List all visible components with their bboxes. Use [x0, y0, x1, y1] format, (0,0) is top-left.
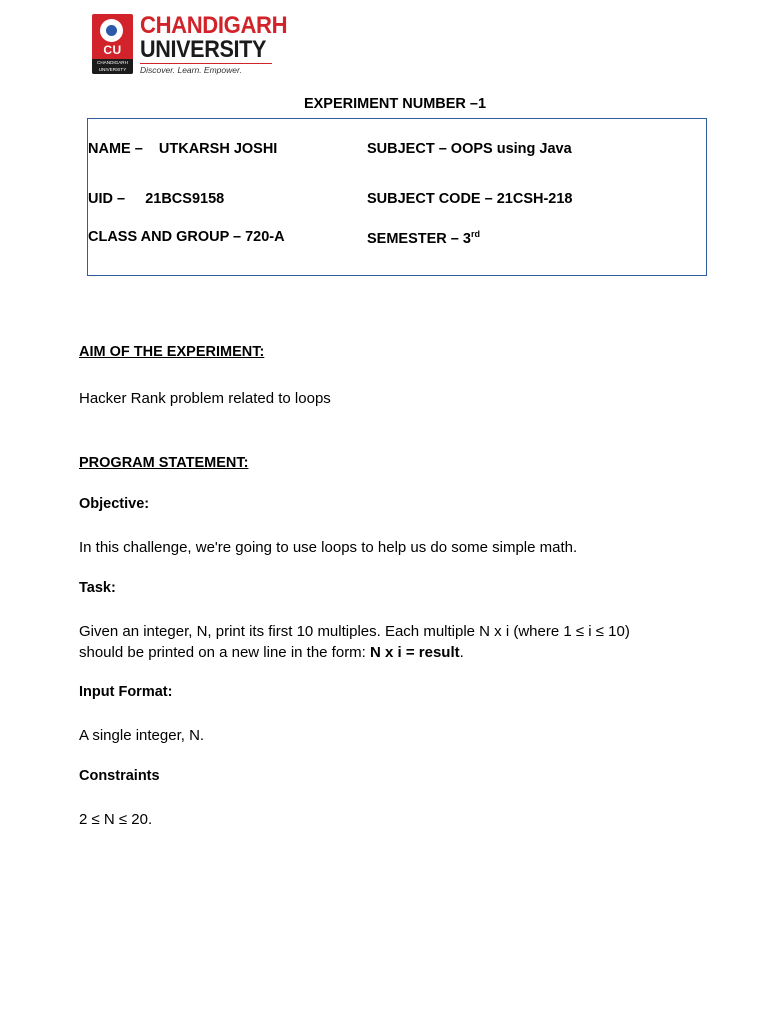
input-format-label: Input Format:	[79, 684, 173, 700]
task-line1: Given an integer, N, print its first 10 multiples. Each multiple N x i (where 1 ≤ i ≤ 10)	[79, 623, 630, 640]
logo-mark-small-text: CHANDIGARH UNIVERSITY	[92, 59, 133, 74]
student-uid: UID – 21BCS9158	[88, 191, 225, 207]
semester-text: SEMESTER – 3	[367, 230, 471, 247]
objective-text: In this challenge, we're going to use loops to help us do some simple math.	[79, 539, 578, 556]
task-line2	[79, 642, 759, 663]
logo-line2: UNIVERSITY	[140, 36, 267, 63]
seal-icon	[100, 19, 123, 42]
subject-code: SUBJECT CODE – 21CSH-218	[367, 191, 573, 207]
subject: SUBJECT – OOPS using Java	[367, 141, 572, 157]
logo-line1: CHANDIGARH	[140, 12, 288, 39]
task-text	[79, 621, 759, 663]
task-form: N x i = result	[370, 644, 460, 661]
task-label: Task:	[79, 580, 116, 596]
student-name: NAME – UTKARSH JOSHI	[88, 141, 278, 157]
program-heading: PROGRAM STATEMENT:	[79, 455, 249, 471]
cu-emblem-icon	[92, 14, 133, 74]
logo-mark-text: CU	[103, 43, 122, 57]
logo-rule	[140, 63, 272, 64]
experiment-title: EXPERIMENT NUMBER –1	[303, 96, 487, 112]
objective-label: Objective:	[79, 496, 150, 512]
semester	[367, 229, 480, 247]
constraints-text: 2 ≤ N ≤ 20.	[79, 811, 153, 828]
semester-suffix: rd	[470, 229, 480, 239]
class-group: CLASS AND GROUP – 720-A	[88, 229, 285, 245]
task-line2-text: should be printed on a new line in the form:	[79, 644, 371, 661]
university-logo	[92, 12, 288, 76]
input-format-text: A single integer, N.	[79, 727, 205, 744]
constraints-label: Constraints	[79, 768, 160, 784]
logo-tagline: Discover. Learn. Empower.	[140, 65, 242, 75]
aim-heading: AIM OF THE EXPERIMENT:	[79, 344, 265, 360]
task-end: .	[459, 644, 464, 661]
aim-text: Hacker Rank problem related to loops	[79, 390, 331, 407]
